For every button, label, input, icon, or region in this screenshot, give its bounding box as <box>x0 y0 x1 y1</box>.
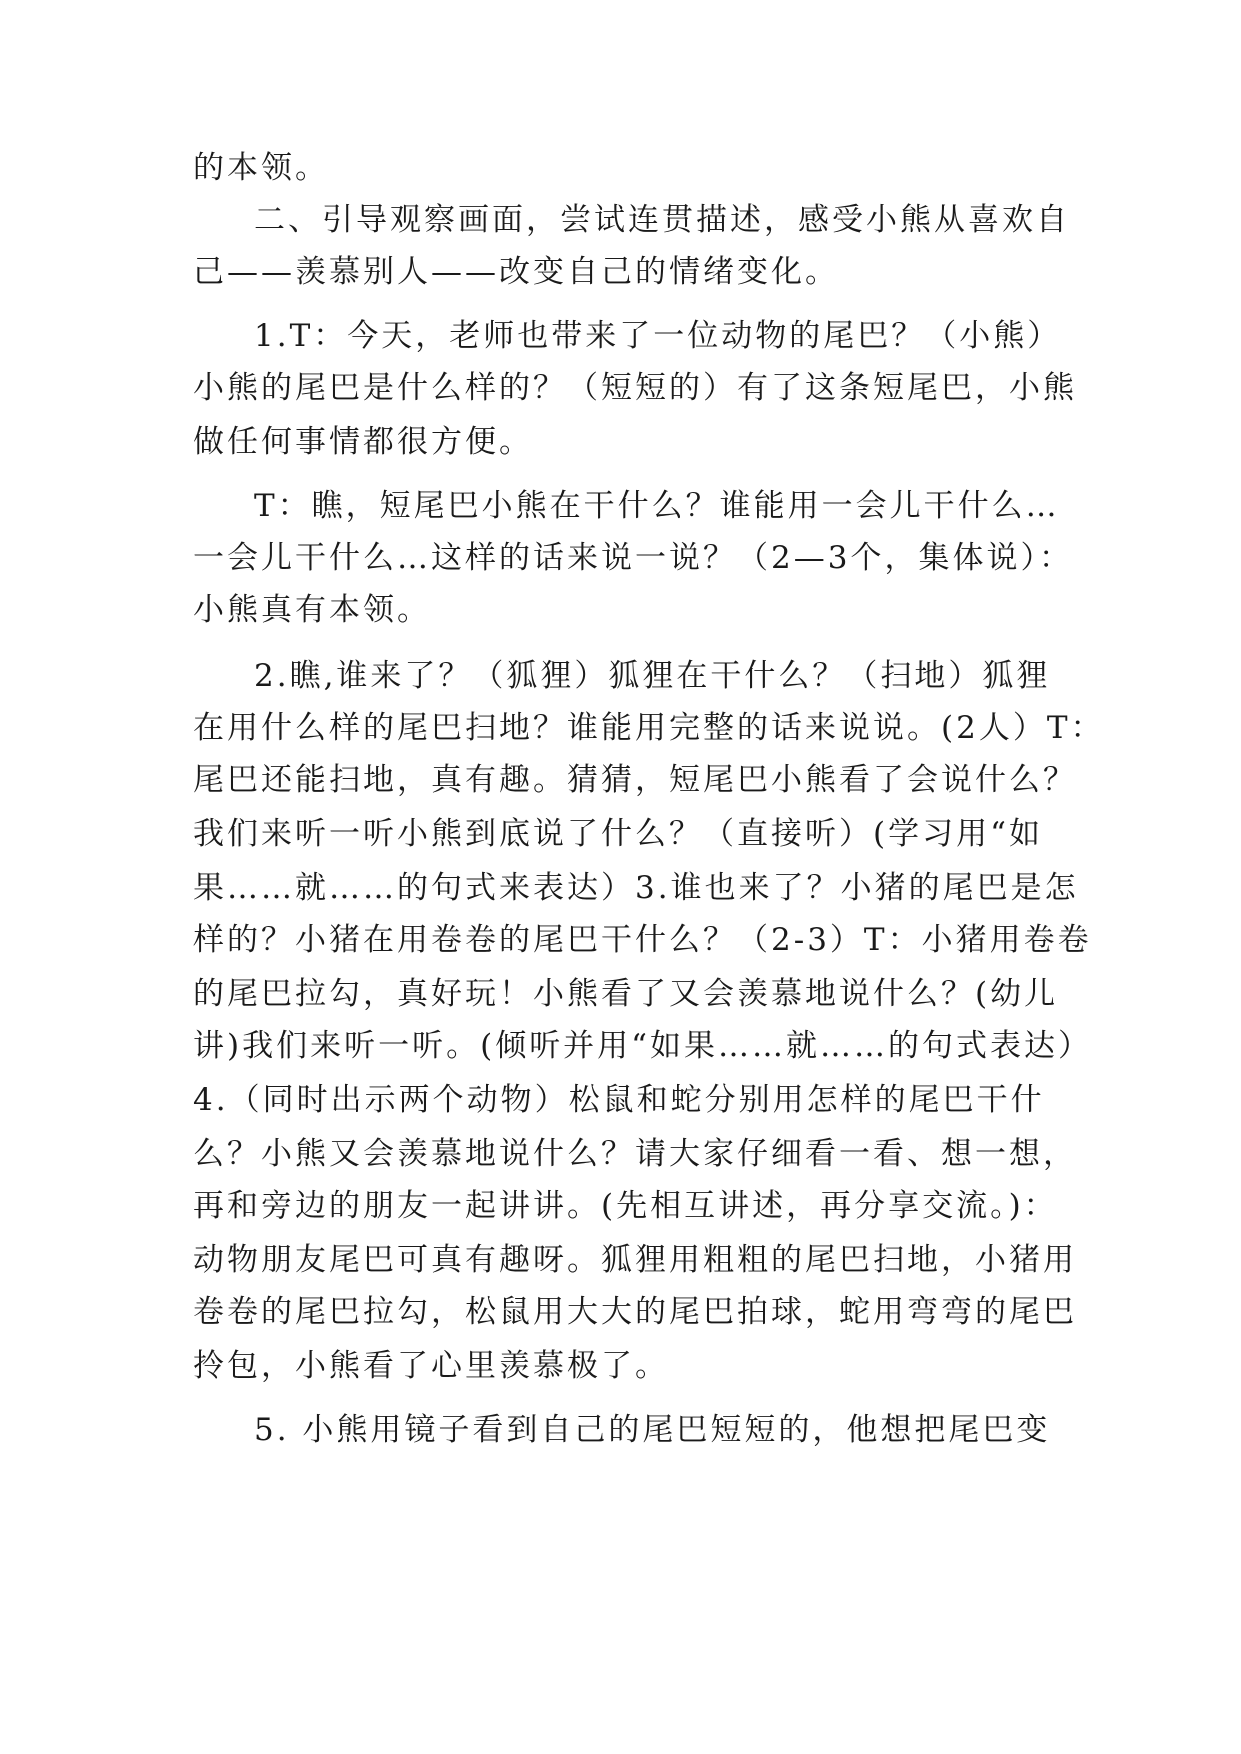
text-line: 动物朋友尾巴可真有趣呀。狐狸用粗粗的尾巴扫地，小猪用 <box>193 1242 1077 1278</box>
text-line: 拎包，小熊看了心里羡慕极了。 <box>193 1348 669 1384</box>
text-line: T：瞧，短尾巴小熊在干什么？谁能用一会儿干什么… <box>254 488 1060 524</box>
text-line: 讲)我们来听一听。(倾听并用“如果……就……的句式表达） <box>193 1028 1093 1064</box>
text-line: 5. 小熊用镜子看到自己的尾巴短短的，他想把尾巴变 <box>254 1412 1051 1448</box>
text-line: 的本领。 <box>193 150 329 186</box>
text-line: 尾巴还能扫地，真有趣。猜猜，短尾巴小熊看了会说什么？ <box>193 762 1077 798</box>
text-line: 卷卷的尾巴拉勾，松鼠用大大的尾巴拍球，蛇用弯弯的尾巴 <box>193 1294 1077 1330</box>
text-line: 么？小熊又会羡慕地说什么？请大家仔细看一看、想一想， <box>193 1136 1077 1172</box>
text-line: 小熊真有本领。 <box>193 592 431 628</box>
text-line: 2.瞧,谁来了？（狐狸）狐狸在干什么？（扫地）狐狸 <box>254 658 1051 694</box>
text-line: 4.（同时出示两个动物）松鼠和蛇分别用怎样的尾巴干什 <box>193 1082 1045 1118</box>
text-line: 小熊的尾巴是什么样的？（短短的）有了这条短尾巴，小熊 <box>193 370 1077 406</box>
text-line: 样的？小猪在用卷卷的尾巴干什么？（2-3）T：小猪用卷卷 <box>193 922 1092 958</box>
text-line: 我们来听一听小熊到底说了什么？（直接听）(学习用“如 <box>193 816 1043 852</box>
text-line: 在用什么样的尾巴扫地？谁能用完整的话来说说。(2人）T： <box>193 710 1105 746</box>
text-line: 的尾巴拉勾，真好玩！小熊看了又会羡慕地说什么？(幼儿 <box>193 976 1059 1012</box>
text-line: 果……就……的句式来表达）3.谁也来了？小猪的尾巴是怎 <box>193 870 1079 906</box>
text-line: 再和旁边的朋友一起讲讲。(先相互讲述，再分享交流。)： <box>193 1188 1058 1224</box>
text-line: 二、引导观察画面，尝试连贯描述，感受小熊从喜欢自 <box>254 202 1070 238</box>
text-line: 一会儿干什么…这样的话来说一说？（2—3个，集体说）： <box>193 540 1073 576</box>
text-line: 做任何事情都很方便。 <box>193 424 533 460</box>
text-line: 1.T：今天，老师也带来了一位动物的尾巴？（小熊） <box>254 318 1062 354</box>
text-line: 己——羡慕别人——改变自己的情绪变化。 <box>193 254 839 290</box>
